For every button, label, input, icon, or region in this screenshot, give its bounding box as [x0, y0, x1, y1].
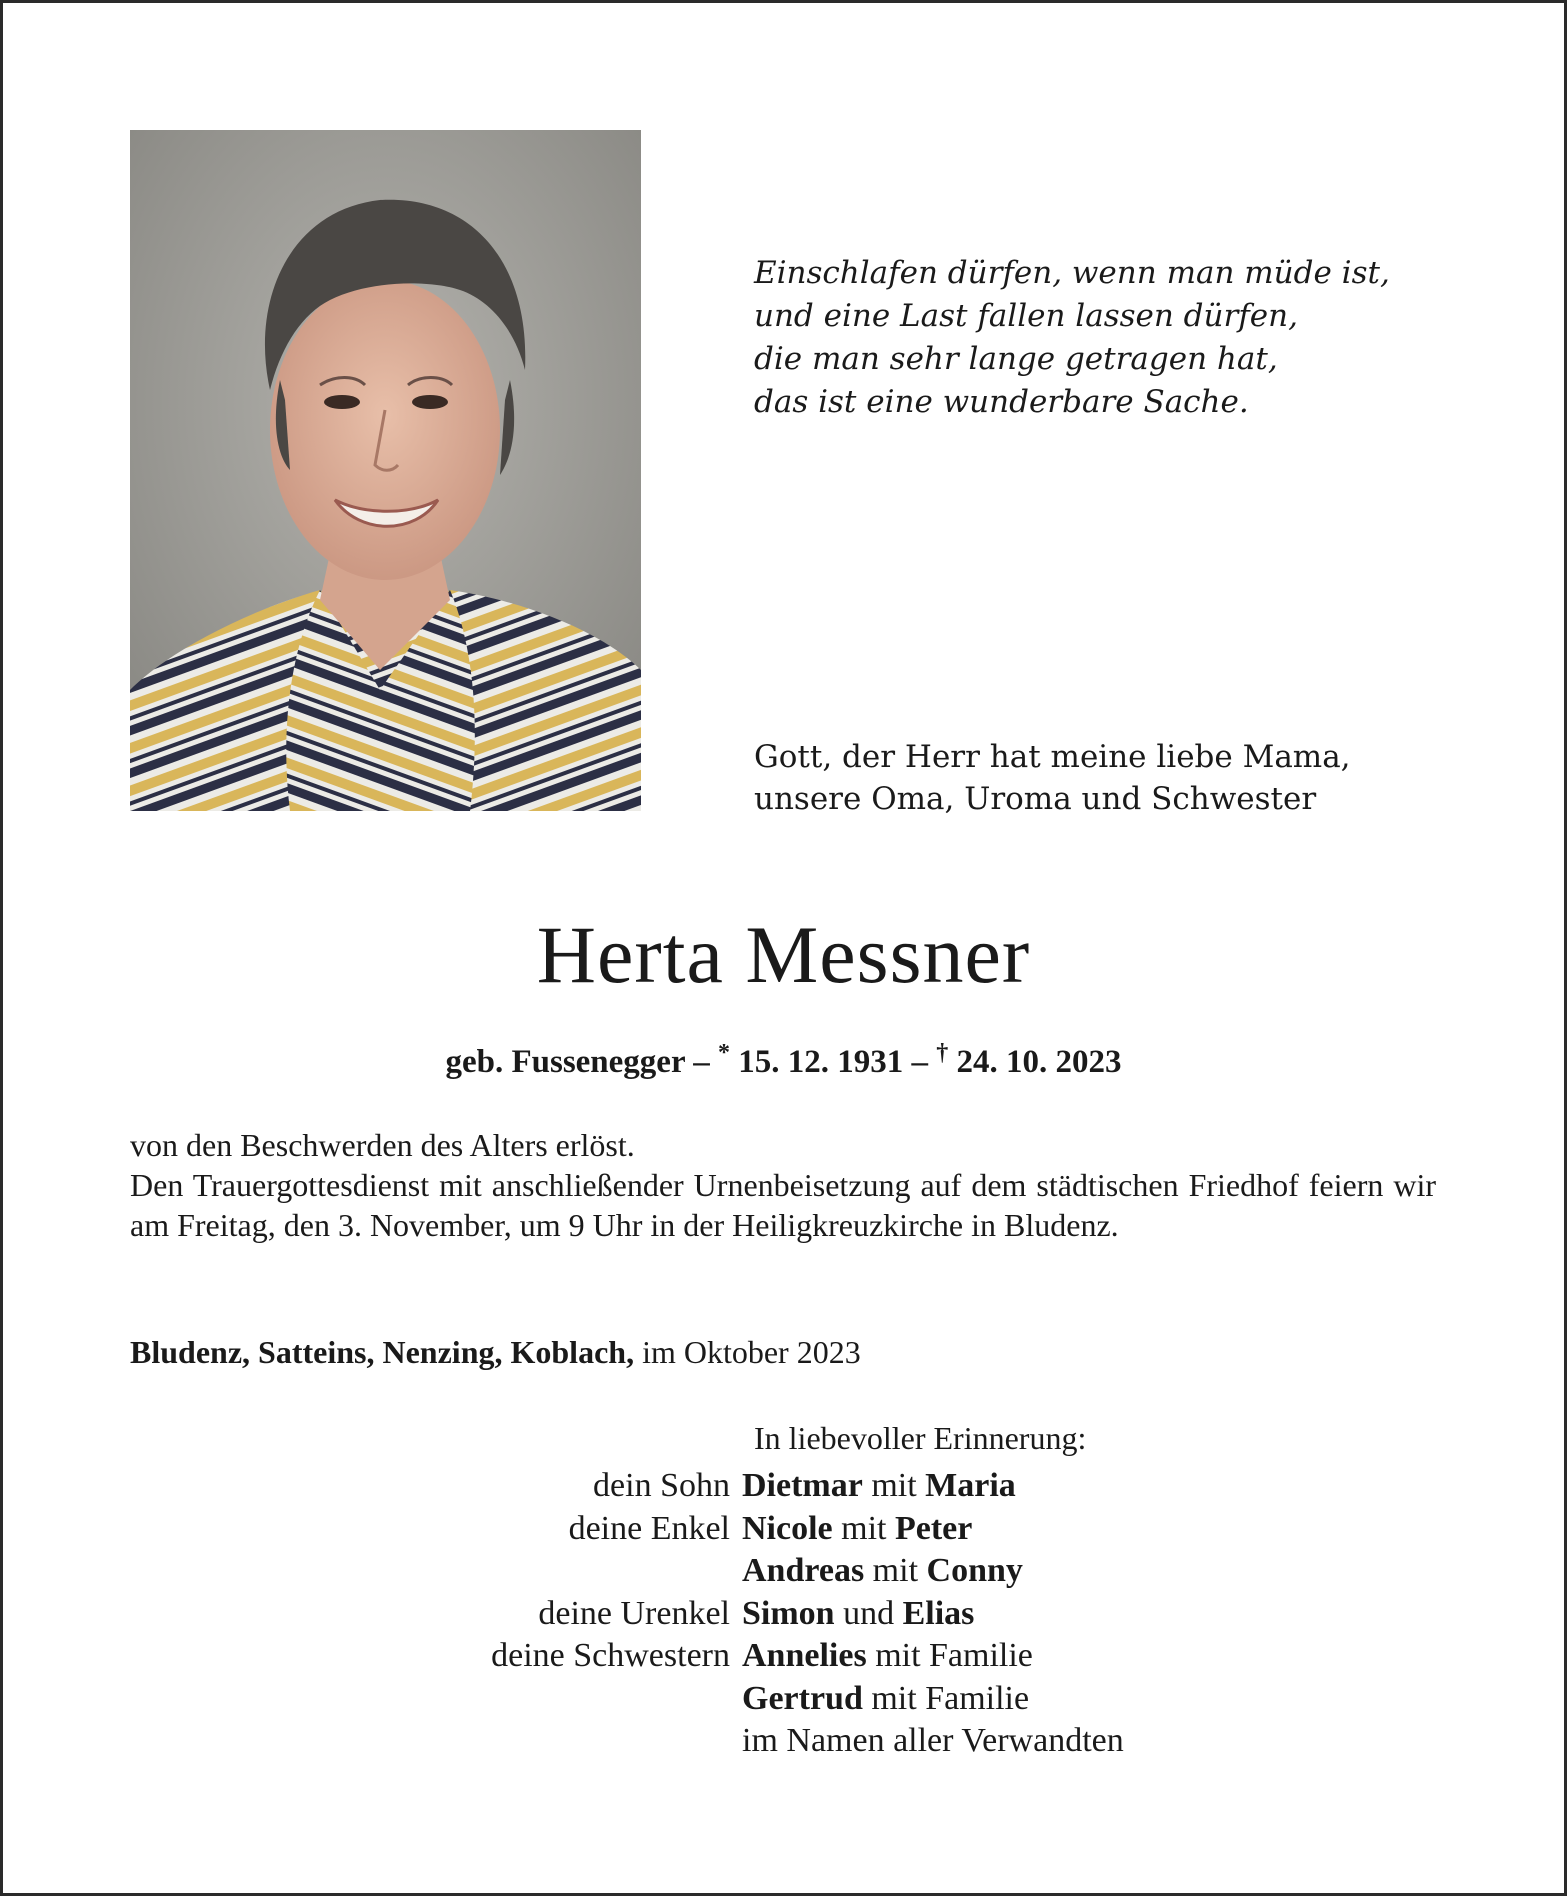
- family-names: [742, 1508, 1500, 1551]
- conjunction: mit: [832, 1509, 895, 1547]
- relation-label: dein Sohn: [593, 1467, 730, 1504]
- family-row: [300, 1720, 1500, 1763]
- quote-line: Einschlafen dürfen, wenn man müde ist,: [754, 255, 1390, 291]
- conjunction: mit: [862, 1467, 926, 1504]
- person-name: Annelies: [742, 1637, 867, 1674]
- family-row: [300, 1508, 1500, 1551]
- announcement-body: [130, 1125, 1436, 1245]
- birth-date: 15. 12. 1931: [730, 1044, 904, 1080]
- place-and-date: [130, 1332, 1430, 1372]
- body-line: von den Beschwerden des Alters erlöst.: [130, 1127, 635, 1163]
- separator: –: [903, 1044, 937, 1080]
- person-name: Conny: [926, 1552, 1023, 1589]
- intro-line: unsere Oma, Uroma und Schwester: [754, 781, 1317, 817]
- separator: –: [685, 1044, 719, 1080]
- family-names: [742, 1635, 1500, 1678]
- person-name: Peter: [894, 1509, 973, 1547]
- memorial-quote: [754, 252, 1454, 424]
- quote-line: und eine Last fallen lassen dürfen,: [754, 298, 1298, 334]
- deceased-name: Herta Messner: [536, 909, 1031, 1000]
- person-name: Maria: [925, 1467, 1016, 1504]
- relation-label: [300, 1720, 742, 1763]
- relatives-line: im Namen aller Verwandten: [742, 1722, 1124, 1759]
- person-name: Nicole: [742, 1509, 833, 1547]
- family-names: [742, 1678, 1500, 1721]
- death-date: 24. 10. 2023: [948, 1044, 1122, 1080]
- family-row: [300, 1678, 1500, 1721]
- relation-label: deine Schwestern: [491, 1637, 730, 1674]
- relation-label: [300, 1550, 742, 1593]
- person-name: Andreas: [742, 1552, 865, 1589]
- conjunction: und: [834, 1594, 903, 1632]
- family-names: [742, 1550, 1500, 1593]
- birth-star-icon: *: [718, 1040, 731, 1066]
- conjunction: mit: [864, 1552, 927, 1589]
- life-dates: [0, 1040, 1567, 1081]
- death-cross-icon: †: [936, 1040, 949, 1066]
- family-suffix: mit Familie: [866, 1637, 1033, 1674]
- month-date: im Oktober 2023: [634, 1334, 861, 1370]
- person-name: Gertrud: [742, 1679, 863, 1717]
- person-name: Elias: [902, 1594, 975, 1632]
- family-names: [742, 1593, 1500, 1636]
- family-list: [300, 1465, 1500, 1763]
- family-row: [300, 1465, 1500, 1508]
- family-suffix: mit Familie: [862, 1679, 1030, 1717]
- relation-label: deine Urenkel: [538, 1594, 730, 1632]
- person-name: Simon: [742, 1594, 835, 1632]
- towns: Bludenz, Satteins, Nenzing, Koblach,: [130, 1334, 635, 1370]
- relation-label: deine Enkel: [568, 1509, 730, 1547]
- family-row: [300, 1593, 1500, 1636]
- signoff: In liebevoller Erinnerung:: [754, 1420, 1087, 1456]
- family-row: [300, 1550, 1500, 1593]
- intro-text: [754, 736, 1454, 820]
- family-row: [300, 1635, 1500, 1678]
- person-name: Dietmar: [742, 1467, 863, 1504]
- quote-line: die man sehr lange getragen hat,: [754, 341, 1278, 377]
- intro-line: Gott, der Herr hat meine liebe Mama,: [754, 739, 1351, 775]
- portrait-photo: [130, 130, 641, 811]
- relation-label: [300, 1678, 742, 1721]
- family-names: [742, 1465, 1500, 1508]
- maiden-name: geb. Fussenegger: [445, 1044, 686, 1080]
- funeral-details: Den Trauergottesdienst mit anschließender Urnenbeisetzung auf dem städtischen Friedhof feiern wir am Freitag, den 3. November, um 9 Uhr in der Heiligkreuzkirche in Bludenz.: [130, 1167, 1436, 1243]
- quote-line: das ist eine wunderbare Sache.: [754, 384, 1249, 420]
